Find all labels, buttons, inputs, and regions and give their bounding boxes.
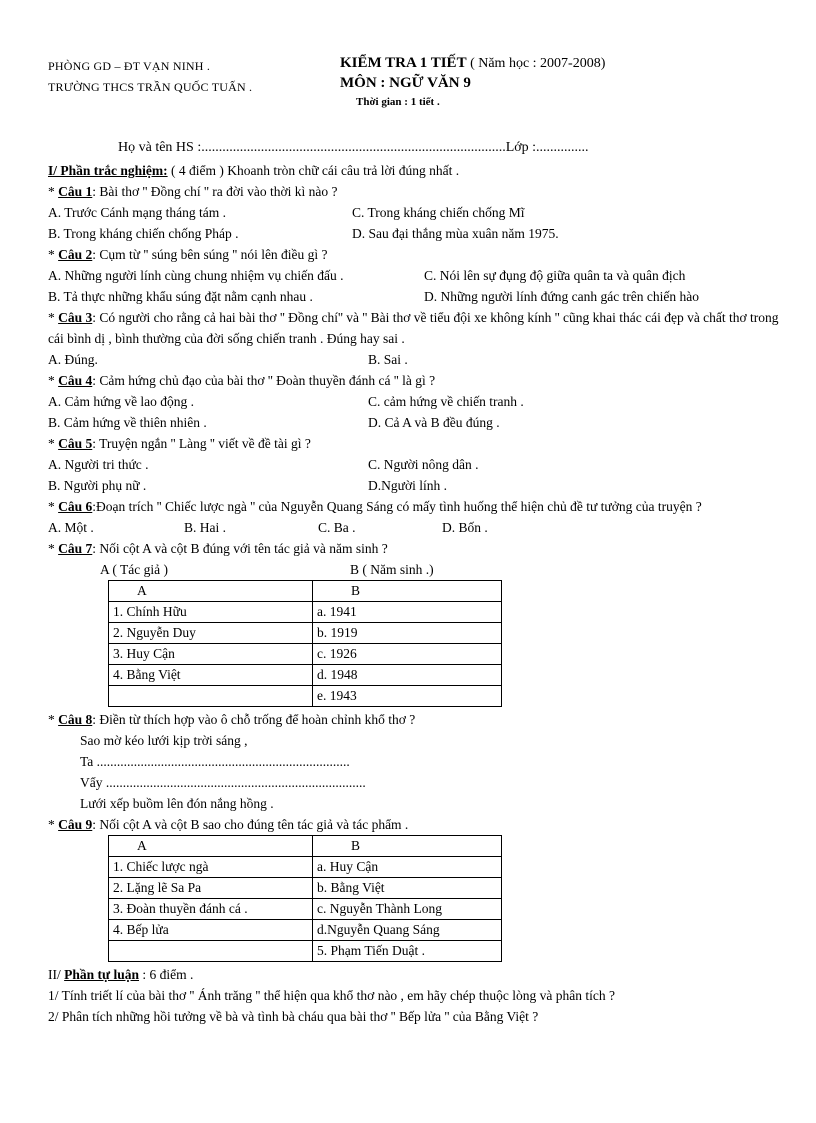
question-9-label: Câu 9 bbox=[58, 817, 93, 832]
q8-poem-line-3: Vẩy ............................................................................. bbox=[80, 775, 366, 790]
question-2-options-row1 bbox=[48, 265, 788, 286]
question-3: * Câu 3: Có người cho rằng cả hai bài thơ '' Đồng chí'' và '' Bài thơ về tiểu đội xe không kính '' cũng khai thác cái đẹp và chất thơ trong cái bình dị , bình thường của đời sống chiến tranh . Đúng hay sai . bbox=[48, 310, 779, 346]
question-6-label: Câu 6 bbox=[58, 499, 93, 514]
q5-option-d: D.Người lính . bbox=[368, 478, 447, 493]
q6-option-d: D. Bốn . bbox=[442, 520, 488, 535]
q9-head-a: A bbox=[109, 836, 313, 857]
question-2-label: Câu 2 bbox=[58, 247, 93, 262]
student-info-line: Họ và tên HS :.......................................................................................Lớp :............... bbox=[118, 140, 589, 155]
question-1-text: : Bài thơ '' Đồng chí '' ra đời vào thời kì nào ? bbox=[92, 184, 338, 199]
school-header bbox=[48, 56, 252, 98]
q9-cell-a bbox=[109, 941, 313, 962]
question-5-options-row2 bbox=[48, 475, 788, 496]
table-row bbox=[109, 899, 502, 920]
q7-cell-b: e. 1943 bbox=[313, 686, 502, 707]
question-5-options-row1 bbox=[48, 454, 788, 475]
q7-head-b: B bbox=[313, 581, 502, 602]
question-1-label: Câu 1 bbox=[58, 184, 93, 199]
q8-poem-line-2: Ta ........................................................................... bbox=[80, 754, 350, 769]
q9-cell-a: 1. Chiếc lược ngà bbox=[109, 857, 313, 878]
question-2: * Câu 2: Cụm từ '' súng bên súng '' nói lên điều gì ? bbox=[48, 247, 328, 262]
q7-column-b-title: B ( Năm sinh .) bbox=[350, 562, 434, 577]
question-4-options-row2 bbox=[48, 412, 788, 433]
question-4-label: Câu 4 bbox=[58, 373, 93, 388]
question-7-text: : Nối cột A và cột B đúng với tên tác giả và năm sinh ? bbox=[92, 541, 388, 556]
part1-title: I/ Phần trắc nghiệm: bbox=[48, 163, 168, 178]
exam-title-line bbox=[340, 55, 605, 72]
q4-option-d: D. Cả A và B đều đúng . bbox=[368, 415, 500, 430]
q9-cell-a: 4. Bếp lửa bbox=[109, 920, 313, 941]
q7-cell-a: 2. Nguyễn Duy bbox=[109, 623, 313, 644]
part2-points: : 6 điểm . bbox=[139, 967, 194, 982]
table-header-row bbox=[109, 836, 502, 857]
q6-option-a: A. Một . bbox=[48, 520, 94, 535]
q2-option-b: B. Tả thực những khẩu súng đặt nằm cạnh nhau . bbox=[48, 289, 313, 304]
q4-option-c: C. cảm hứng về chiến tranh . bbox=[368, 394, 524, 409]
table-header-row bbox=[109, 581, 502, 602]
q9-cell-a: 3. Đoàn thuyền đánh cá . bbox=[109, 899, 313, 920]
exam-title: KIỂM TRA 1 TIẾT bbox=[340, 55, 467, 71]
q1-option-d: D. Sau đại thắng mùa xuân năm 1975. bbox=[352, 226, 559, 241]
question-7-label: Câu 7 bbox=[58, 541, 93, 556]
q5-option-b: B. Người phụ nữ . bbox=[48, 478, 147, 493]
question-2-text: : Cụm từ '' súng bên súng '' nói lên điều gì ? bbox=[92, 247, 328, 262]
q9-matching-table bbox=[108, 835, 502, 962]
q9-head-b: B bbox=[313, 836, 502, 857]
q2-option-d: D. Những người lính đứng canh gác trên chiến hào bbox=[424, 289, 700, 304]
q7-head-a: A bbox=[109, 581, 313, 602]
subject: MÔN : NGỮ VĂN 9 bbox=[340, 75, 471, 91]
table-row bbox=[109, 602, 502, 623]
question-3-label: Câu 3 bbox=[58, 310, 93, 325]
q2-option-c: C. Nói lên sự đụng độ giữa quân ta và quân địch bbox=[424, 268, 686, 283]
table-row bbox=[109, 878, 502, 899]
q4-option-a: A. Cảm hứng về lao động . bbox=[48, 394, 195, 409]
q9-cell-b: 5. Phạm Tiến Duật . bbox=[313, 941, 502, 962]
question-4-options-row1 bbox=[48, 391, 788, 412]
q8-poem-line-1: Sao mờ kéo lưới kịp trời sáng , bbox=[80, 733, 248, 748]
question-8-text: : Điền từ thích hợp vào ô chỗ trống để hoàn chỉnh khổ thơ ? bbox=[92, 712, 416, 727]
table-row bbox=[109, 941, 502, 962]
q5-option-c: C. Người nông dân . bbox=[368, 457, 479, 472]
question-6-text: :Đoạn trích '' Chiếc lược ngà '' của Nguyễn Quang Sáng có mấy tình huống thể hiện chủ đề tư tưởng của truyện ? bbox=[92, 499, 702, 514]
q1-option-b: B. Trong kháng chiến chống Pháp . bbox=[48, 226, 239, 241]
q3-option-b: B. Sai . bbox=[368, 352, 408, 367]
exam-time: Thời gian : 1 tiết . bbox=[356, 96, 440, 108]
question-6: * Câu 6:Đoạn trích '' Chiếc lược ngà '' của Nguyễn Quang Sáng có mấy tình huống thể hiện chủ đề tư tưởng của truyện ? bbox=[48, 499, 702, 514]
q4-option-b: B. Cảm hứng về thiên nhiên . bbox=[48, 415, 207, 430]
question-3-text: : Có người cho rằng cả hai bài thơ '' Đồng chí'' và '' Bài thơ về tiểu đội xe không kính '' cũng khai thác cái đẹp và chất thơ trong cái bình dị , bình thường của đời sống chiến tranh . Đúng hay sai . bbox=[48, 310, 779, 346]
q7-column-a-title: A ( Tác giả ) bbox=[100, 562, 168, 577]
q5-option-a: A. Người tri thức . bbox=[48, 457, 149, 472]
question-7: * Câu 7: Nối cột A và cột B đúng với tên tác giả và năm sinh ? bbox=[48, 541, 388, 556]
q6-option-b: B. Hai . bbox=[184, 520, 226, 535]
question-5-label: Câu 5 bbox=[58, 436, 93, 451]
table-row bbox=[109, 623, 502, 644]
q9-cell-b: c. Nguyễn Thành Long bbox=[313, 899, 502, 920]
table-row bbox=[109, 686, 502, 707]
exam-body bbox=[48, 160, 788, 1027]
q7-cell-a: 3. Huy Cận bbox=[109, 644, 313, 665]
q9-cell-a: 2. Lặng lẽ Sa Pa bbox=[109, 878, 313, 899]
question-4: * Câu 4: Cảm hứng chủ đạo của bài thơ '' Đoàn thuyền đánh cá '' là gì ? bbox=[48, 373, 436, 388]
q7-cell-b: b. 1919 bbox=[313, 623, 502, 644]
question-9-text: : Nối cột A và cột B sao cho đúng tên tác giả và tác phẩm . bbox=[92, 817, 409, 832]
question-5-text: : Truyện ngắn '' Làng '' viết về đề tài gì ? bbox=[92, 436, 311, 451]
question-5: * Câu 5: Truyện ngắn '' Làng '' viết về đề tài gì ? bbox=[48, 436, 311, 451]
q9-cell-b: a. Huy Cận bbox=[313, 857, 502, 878]
part2-heading bbox=[48, 964, 788, 985]
q7-cell-b: c. 1926 bbox=[313, 644, 502, 665]
q8-poem-line-4: Lưới xếp buồm lên đón nắng hồng . bbox=[80, 796, 274, 811]
q1-option-a: A. Trước Cánh mạng tháng tám . bbox=[48, 205, 226, 220]
q3-option-a: A. Đúng. bbox=[48, 352, 98, 367]
department-name: PHÒNG GD – ĐT VẠN NINH . bbox=[48, 59, 211, 73]
q7-cell-b: d. 1948 bbox=[313, 665, 502, 686]
question-3-options bbox=[48, 349, 788, 370]
q6-option-c: C. Ba . bbox=[318, 520, 356, 535]
essay-question-2: 2/ Phân tích những hồi tưởng về bà và tình bà cháu qua bài thơ '' Bếp lửa '' của Bằng Việt ? bbox=[48, 1009, 539, 1024]
question-1-options-row1 bbox=[48, 202, 788, 223]
question-6-options bbox=[48, 517, 788, 538]
question-4-text: : Cảm hứng chủ đạo của bài thơ '' Đoàn thuyền đánh cá '' là gì ? bbox=[92, 373, 436, 388]
exam-title-block bbox=[340, 55, 605, 108]
school-year: ( Năm học : 2007-2008) bbox=[470, 56, 606, 71]
q1-option-c: C. Trong kháng chiến chống Mĩ bbox=[352, 205, 525, 220]
part2-prefix: II/ bbox=[48, 967, 65, 982]
q7-cell-a: 4. Bằng Việt bbox=[109, 665, 313, 686]
question-8: * Câu 8: Điền từ thích hợp vào ô chỗ trống để hoàn chỉnh khổ thơ ? bbox=[48, 712, 416, 727]
question-1: * Câu 1: Bài thơ '' Đồng chí '' ra đời vào thời kì nào ? bbox=[48, 184, 338, 199]
part2-title: Phần tự luận bbox=[64, 967, 140, 982]
school-name: TRƯỜNG THCS TRẦN QUỐC TUẤN . bbox=[48, 80, 253, 94]
q7-cell-a: 1. Chính Hữu bbox=[109, 602, 313, 623]
question-8-label: Câu 8 bbox=[58, 712, 93, 727]
part1-heading bbox=[48, 160, 788, 181]
q7-cell-b: a. 1941 bbox=[313, 602, 502, 623]
q7-matching-table bbox=[108, 580, 502, 707]
question-7-column-titles bbox=[48, 559, 788, 580]
question-9: * Câu 9: Nối cột A và cột B sao cho đúng tên tác giả và tác phẩm . bbox=[48, 817, 409, 832]
table-row bbox=[109, 857, 502, 878]
q9-cell-b: d.Nguyễn Quang Sáng bbox=[313, 920, 502, 941]
question-1-options-row2 bbox=[48, 223, 788, 244]
table-row bbox=[109, 665, 502, 686]
q9-cell-b: b. Bằng Việt bbox=[313, 878, 502, 899]
essay-question-1: 1/ Tính triết lí của bài thơ '' Ánh trăng '' thể hiện qua khổ thơ nào , em hãy chép thuộc lòng và phân tích ? bbox=[48, 988, 615, 1003]
table-row bbox=[109, 644, 502, 665]
question-2-options-row2 bbox=[48, 286, 788, 307]
q2-option-a: A. Những người lính cùng chung nhiệm vụ chiến đấu . bbox=[48, 268, 344, 283]
q7-cell-a bbox=[109, 686, 313, 707]
table-row bbox=[109, 920, 502, 941]
part1-instruction: ( 4 điểm ) Khoanh tròn chữ cái câu trả lời đúng nhất . bbox=[167, 163, 460, 178]
